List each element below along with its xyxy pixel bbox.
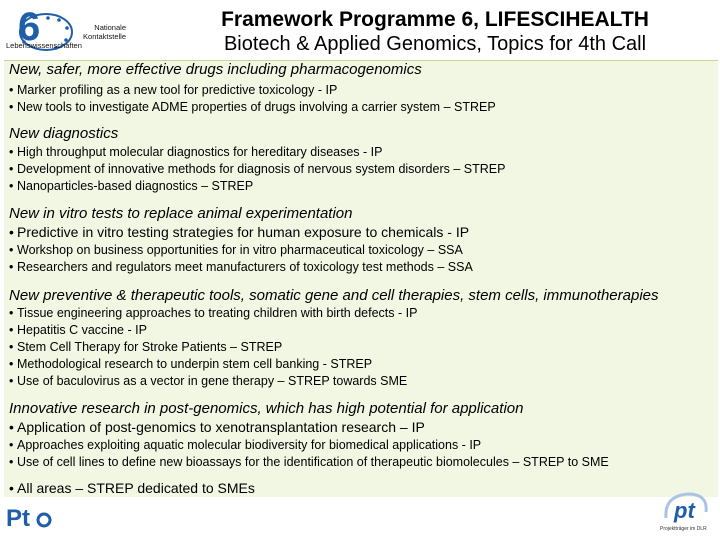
list-item: • Hepatitis C vaccine - IP	[9, 323, 147, 337]
list-item: • Nanoparticles-based diagnostics – STREP	[9, 179, 254, 193]
list-item: • Workshop on business opportunities for in vitro pharmaceutical toxicology – SSA	[9, 243, 463, 257]
list-item: • New tools to investigate ADME properties of drugs involving a carrier system – STREP	[9, 100, 496, 114]
pt-logo	[6, 504, 52, 535]
section-heading: New diagnostics	[9, 125, 119, 142]
dlr-pt-logo	[660, 488, 712, 538]
list-item: • All areas – STREP dedicated to SMEs	[9, 480, 255, 496]
list-item: • Predictive in vitro testing strategies for human exposure to chemicals - IP	[9, 224, 470, 240]
dlr-pt-icon	[660, 488, 712, 526]
list-item: • Application of post-genomics to xenotransplantation research – IP	[9, 419, 425, 435]
logo-line-3: Lebenswissenschaften	[6, 41, 82, 50]
section-heading: New, safer, more effective drugs including pharmacogenomics	[9, 61, 422, 78]
page-title	[150, 8, 720, 56]
section-heading: New in vitro tests to replace animal experimentation	[9, 205, 353, 222]
list-item: • Use of baculovirus as a vector in gene therapy – STREP towards SME	[9, 374, 408, 388]
section-heading: Innovative research in post-genomics, which has high potential for application	[9, 400, 524, 417]
title-line-2: Biotech & Applied Genomics, Topics for 4th Call	[223, 33, 647, 55]
content-panel	[4, 60, 718, 497]
svg-text:Pt: Pt	[6, 505, 30, 530]
list-item: • High throughput molecular diagnostics for hereditary diseases - IP	[9, 145, 383, 159]
list-item: • Marker profiling as a new tool for predictive toxicology - IP	[9, 83, 338, 97]
list-item: • Approaches exploiting aquatic molecular biodiversity for biomedical applications - IP	[9, 438, 482, 452]
list-item: • Stem Cell Therapy for Stroke Patients – STREP	[9, 340, 283, 354]
list-item: • Methodological research to underpin stem cell banking - STREP	[9, 357, 373, 371]
logo-line-1: Nationale	[94, 23, 126, 32]
logo-line-2: Kontaktstelle	[83, 32, 126, 41]
section-heading: New preventive & therapeutic tools, somatic gene and cell therapies, stem cells, immunotherapies	[9, 287, 659, 304]
list-item: • Tissue engineering approaches to treating children with birth defects - IP	[9, 306, 418, 320]
svg-text:6: 6	[18, 5, 41, 49]
nks-logo	[4, 2, 132, 56]
svg-text:pt: pt	[674, 498, 695, 523]
list-item: • Use of cell lines to define new bioassays for the identification of therapeutic biomolecules – STREP to SME	[9, 455, 609, 469]
title-line-1: Framework Programme 6, LIFESCIHEALTH	[221, 8, 649, 31]
dlr-caption: Projektträger im DLR	[660, 526, 707, 532]
pt-logo-icon	[6, 504, 52, 530]
list-item: • Development of innovative methods for diagnosis of nervous system disorders – STREP	[9, 162, 506, 176]
list-item: • Researchers and regulators meet manufacturers of toxicology test methods – SSA	[9, 260, 473, 274]
